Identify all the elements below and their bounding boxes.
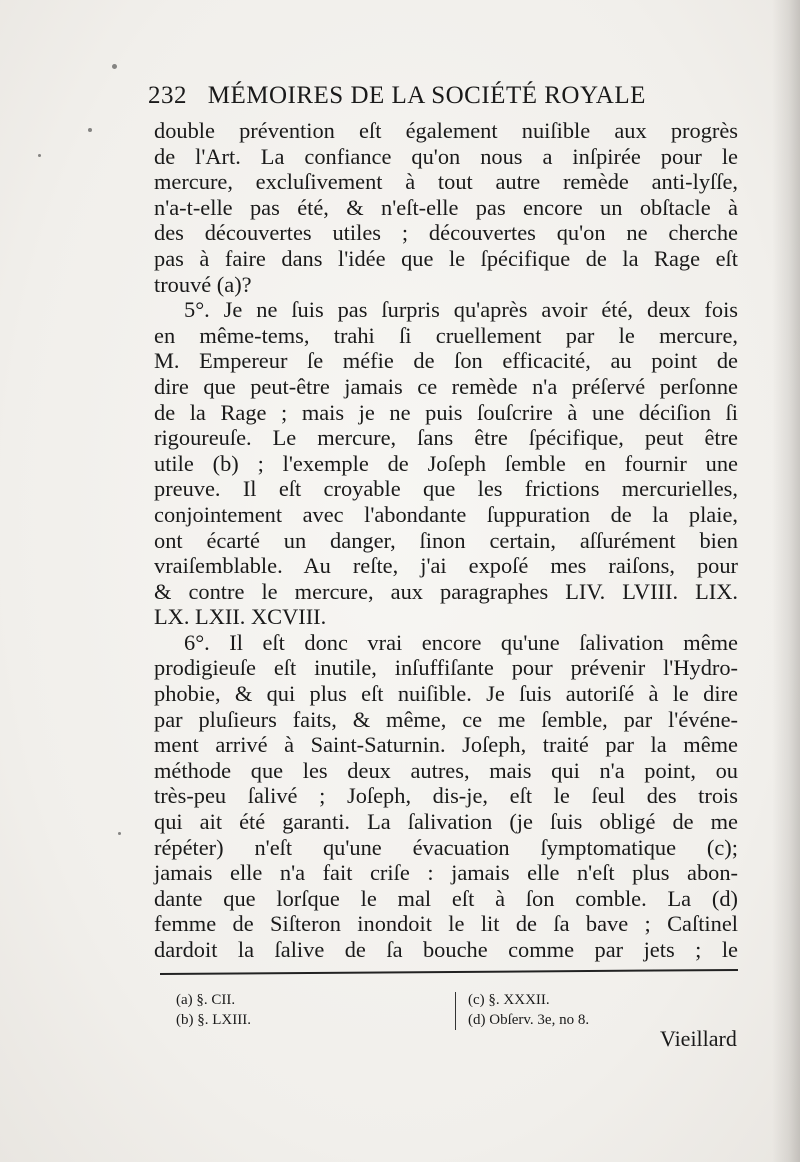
footnotes-left <box>176 990 251 1030</box>
text-line: double prévention eſt également nuiſible aux progrès <box>154 118 738 143</box>
text-line: jamais elle n'a fait criſe : jamais elle n'eſt plus abon- <box>154 860 738 886</box>
ink-speck <box>38 154 41 157</box>
text-line: phobie, & qui plus eſt nuiſible. Je ſuis autoriſé à le dire <box>154 681 738 707</box>
text-line: dante que lorſque le mal eſt à ſon comble. La (d) <box>154 885 738 911</box>
footnote: (d) Obſerv. 3e, no 8. <box>468 1012 590 1028</box>
footnote-rule <box>160 969 738 975</box>
text-line: utile (b) ; l'exemple de Joſeph ſemble en fournir une <box>154 450 738 476</box>
footnote-divider <box>455 992 456 1030</box>
ink-speck <box>112 64 117 69</box>
text-line: preuve. Il eſt croyable que les frictions mercurielles, <box>154 476 738 502</box>
text-line: M. Empereur ſe méfie de ſon efficacité, au point de <box>154 348 738 374</box>
text-line: & contre le mercure, aux paragraphes LIV. LVIII. LIX. <box>154 578 738 604</box>
text-line: ment arrivé à Saint-Saturnin. Joſeph, traité par la même <box>154 732 738 758</box>
footnote: (b) §. LXIII. <box>176 1012 251 1028</box>
ink-speck <box>118 832 121 835</box>
text-line: de la Rage ; mais je ne puis ſouſcrire à une déciſion ſi <box>154 399 738 425</box>
text-line: mercure, excluſivement à tout autre remède anti-lyſſe, <box>154 169 738 195</box>
text-line: méthode que les deux autres, mais qui n'a point, ou <box>154 757 738 783</box>
text-line: n'a-t-elle pas été, & n'eſt-elle pas encore un obſtacle à <box>154 194 738 220</box>
footnotes-right <box>468 990 589 1030</box>
text-line: dardoit la ſalive de ſa bouche comme par jets ; le <box>154 937 738 962</box>
text-line: dire que peut-être jamais ce remède n'a préſervé perſonne <box>154 373 738 399</box>
text-line: rigoureuſe. Le mercure, ſans être ſpécifique, peut être <box>154 425 738 451</box>
body-text <box>154 118 738 963</box>
text-line: LX. LXII. XCVIII. <box>154 604 327 630</box>
text-line: répéter) n'eſt qu'une évacuation ſymptomatique (c); <box>154 834 738 860</box>
text-line: trouvé (a)? <box>154 271 252 297</box>
footnote: (a) §. CII. <box>176 992 236 1008</box>
text-line: 6°. Il eſt donc vrai encore qu'une ſalivation même <box>184 629 738 655</box>
text-line: de l'Art. La confiance qu'on nous a inſpirée pour le <box>154 143 738 169</box>
text-line: vraiſemblable. Au reſte, j'ai expoſé mes raiſons, pour <box>154 553 738 579</box>
text-line: 5°. Je ne ſuis pas ſurpris qu'après avoir été, deux fois <box>184 297 738 323</box>
footnote: (c) §. XXXII. <box>468 992 550 1008</box>
text-line: des découvertes utiles ; découvertes qu'on ne cherche <box>154 220 738 246</box>
page-edge-shadow <box>772 0 800 1162</box>
page-number: 232 <box>148 82 187 109</box>
running-head <box>148 82 748 118</box>
text-line: par pluſieurs faits, & même, ce me ſemble, par l'événe- <box>154 706 738 732</box>
text-line: pas à faire dans l'idée que le ſpécifique de la Rage eſt <box>154 245 738 271</box>
running-title: MÉMOIRES DE LA SOCIÉTÉ ROYALE <box>207 82 646 109</box>
text-line: en même-tems, trahi ſi cruellement par le mercure, <box>154 322 738 348</box>
ink-speck <box>88 128 92 132</box>
text-line: conjointement avec l'abondante ſuppuration de la plaie, <box>154 501 738 527</box>
catchword: Vieillard <box>660 1026 737 1051</box>
text-line: qui ait été garanti. La ſalivation (je ſuis obligé de me <box>154 809 738 835</box>
text-line: femme de Siſteron inondoit le lit de ſa bave ; Caſtinel <box>154 911 738 937</box>
text-line: ont écarté un danger, ſinon certain, aſſurément bien <box>154 527 738 553</box>
text-line: prodigieuſe eſt inutile, inſuffiſante pour prévenir l'Hydro- <box>154 655 738 681</box>
text-line: très-peu ſalivé ; Joſeph, dis-je, eſt le ſeul des trois <box>154 783 738 809</box>
